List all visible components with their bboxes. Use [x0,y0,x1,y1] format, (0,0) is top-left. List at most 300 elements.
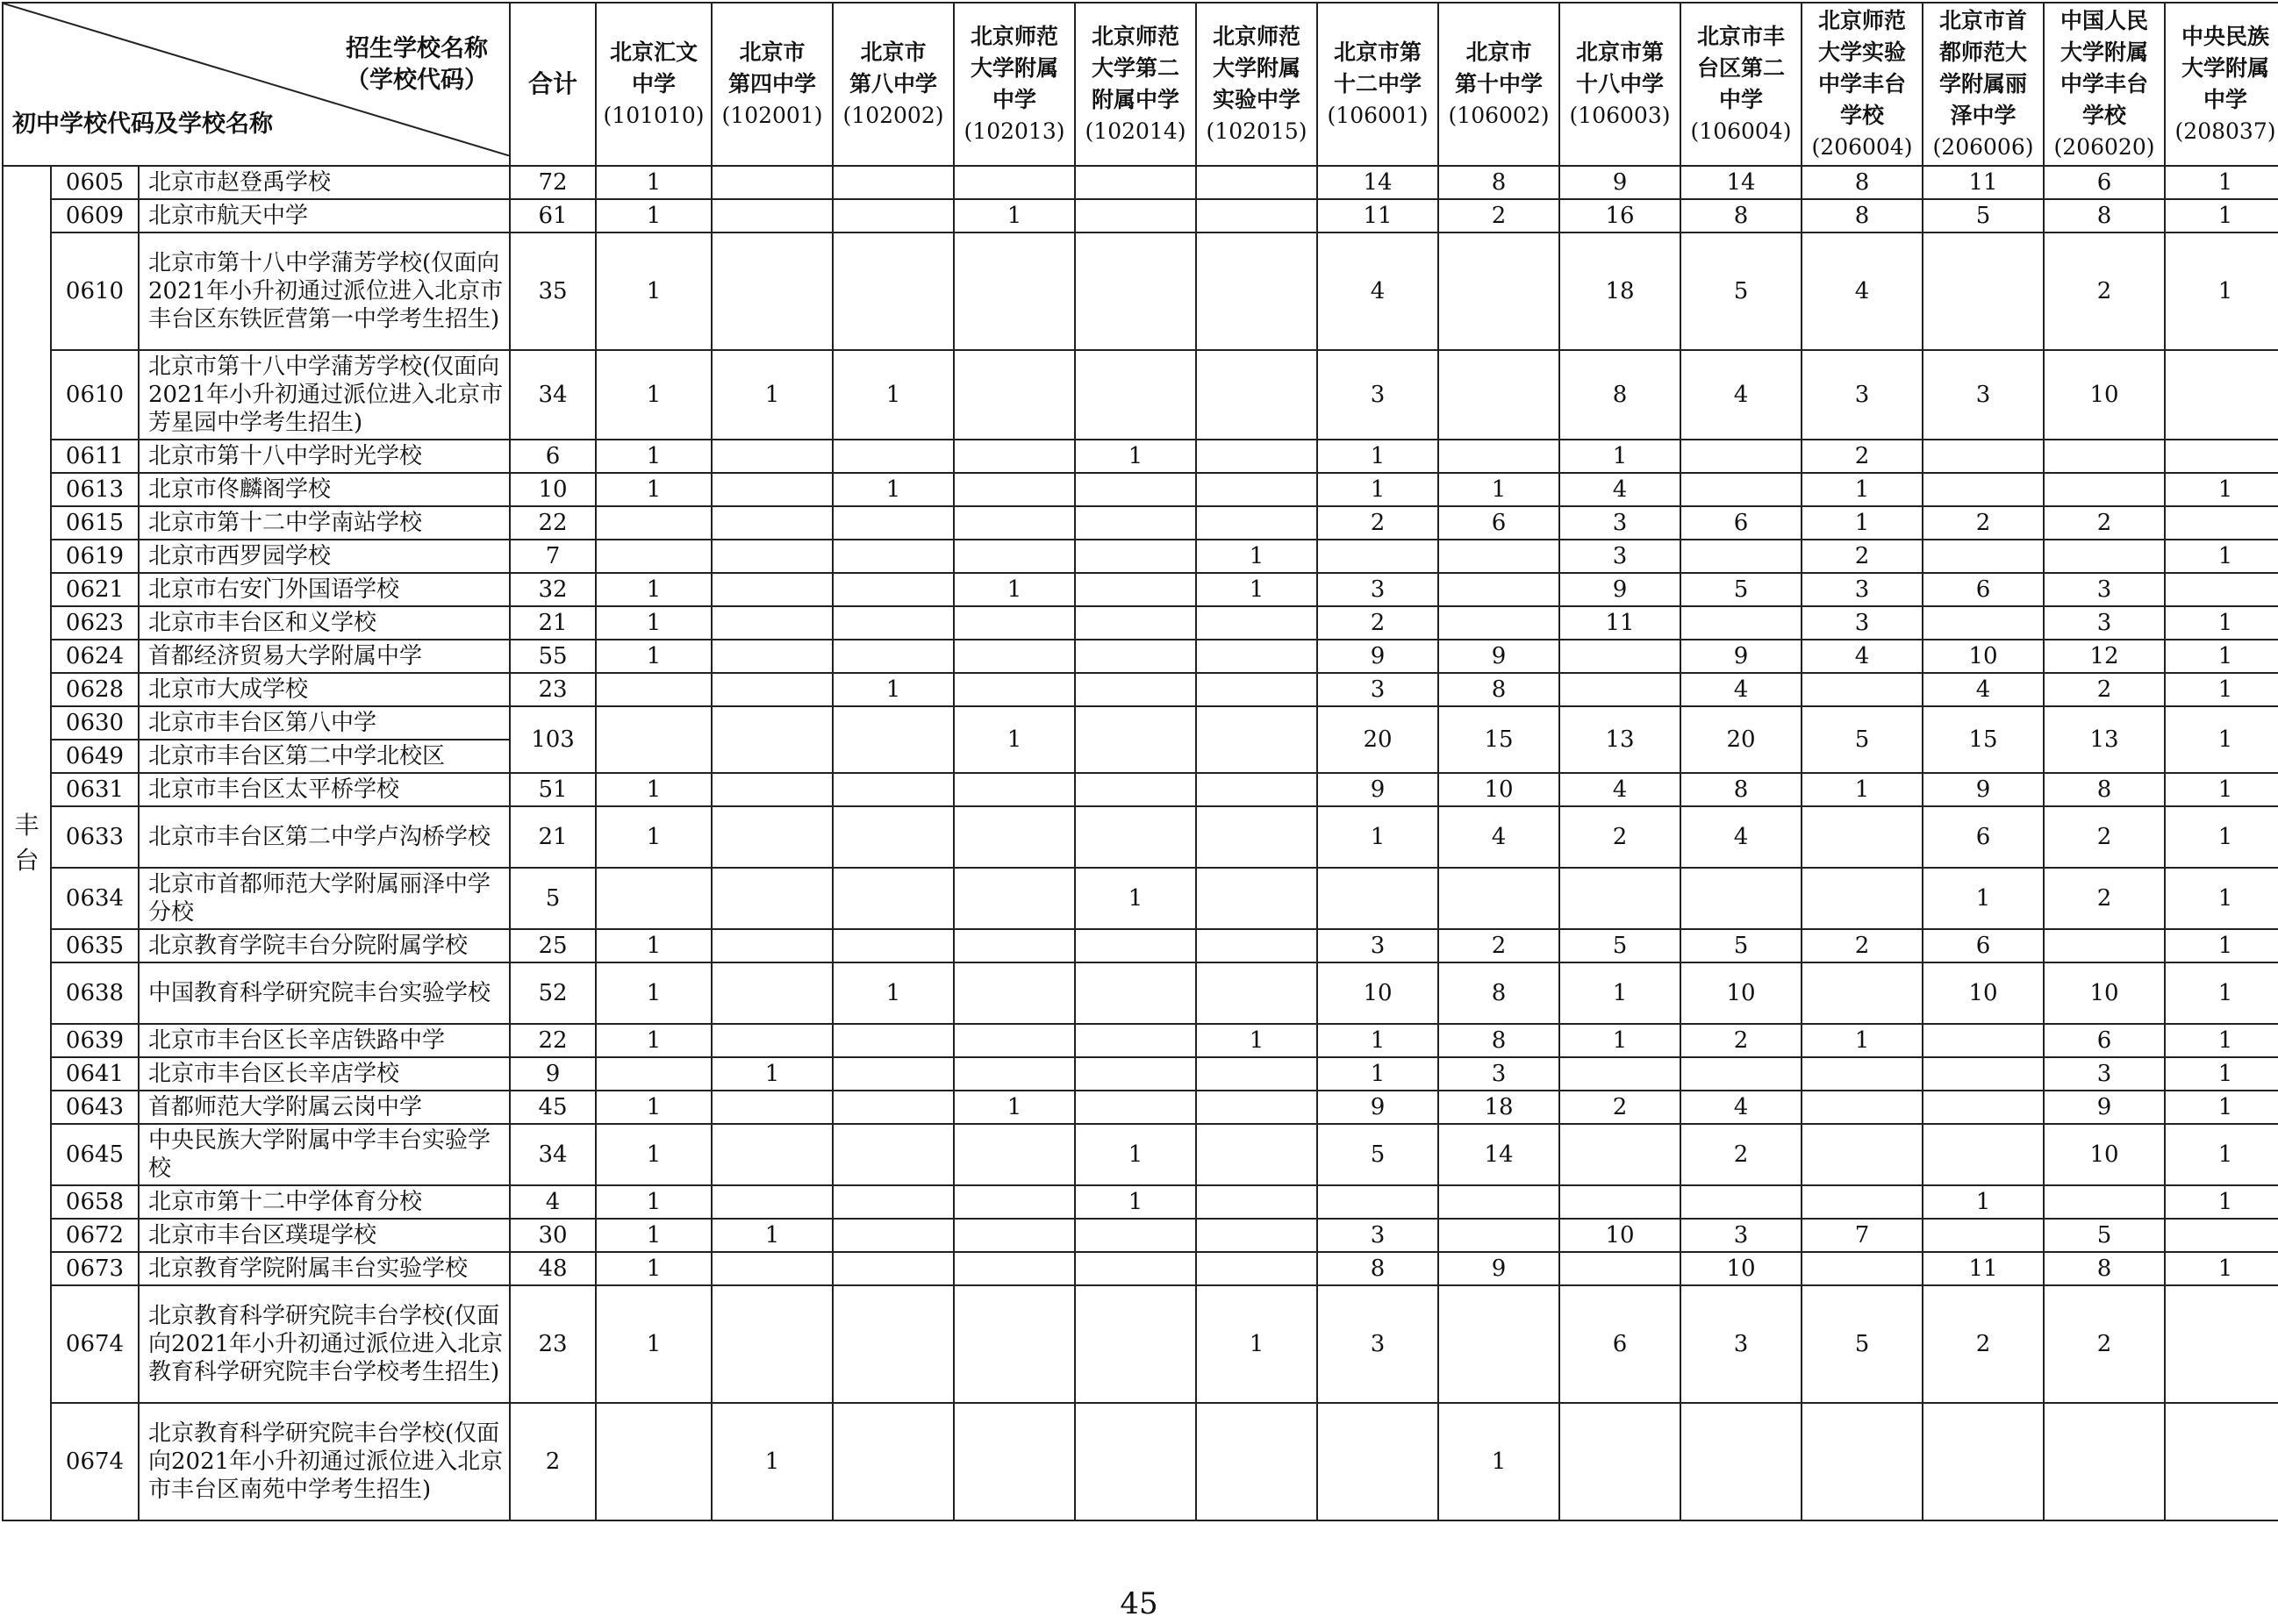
quota-cell: 6 [1923,929,2044,962]
quota-cell: 1 [1317,473,1438,506]
table-row [3,1403,2278,1520]
quota-cell: 1 [596,606,712,640]
quota-cell: 1 [833,673,954,706]
quota-cell [1196,199,1317,233]
quota-cell: 8 [2044,773,2165,806]
middle-school-name: 北京市丰台区和义学校 [139,606,510,640]
school-name-line: 中学 [1719,87,1764,112]
quota-cell [712,233,833,350]
quota-cell [1559,1403,1680,1520]
quota-cell [1802,1252,1923,1285]
quota-cell: 1 [2165,773,2278,806]
quota-cell: 2 [1438,199,1559,233]
quota-cell: 3 [1317,929,1438,962]
quota-cell: 9 [1438,640,1559,673]
quota-cell [954,1219,1075,1252]
quota-cell: 10 [1923,962,2044,1024]
corner-top-label [346,33,488,97]
quota-cell [1438,350,1559,440]
quota-cell: 1 [1317,1057,1438,1091]
quota-cell: 1 [712,350,833,440]
quota-cell [712,1124,833,1185]
quota-cell [2044,1403,2165,1520]
quota-cell [1802,868,1923,929]
quota-cell [954,962,1075,1024]
quota-cell [1680,606,1802,640]
quota-cell [954,540,1075,573]
quota-cell: 13 [1559,706,1680,773]
quota-cell: 1 [2165,640,2278,673]
quota-cell: 8 [1438,962,1559,1024]
quota-cell [2165,506,2278,540]
quota-cell: 3 [1802,350,1923,440]
quota-cell [1680,1185,1802,1219]
quota-cell: 9 [1317,773,1438,806]
quota-cell: 3 [1802,606,1923,640]
school-name-line: 中学丰台 [1818,71,1907,97]
corner-bottom-label: 初中学校代码及学校名称 [12,111,273,138]
quota-cell: 1 [2165,1057,2278,1091]
quota-cell: 3 [2044,606,2165,640]
quota-cell: 8 [2044,1252,2165,1285]
table-row [3,640,2278,673]
quota-cell: 1 [1559,962,1680,1024]
school-name-line: 中央民族 [2181,24,2270,49]
quota-cell: 8 [1438,166,1559,199]
table-row [3,606,2278,640]
quota-cell [833,806,954,868]
quota-cell: 1 [2165,706,2278,773]
quota-cell: 3 [1317,1219,1438,1252]
quota-cell [954,506,1075,540]
quota-cell [1075,640,1196,673]
school-name-line: 十八中学 [1576,71,1665,97]
quota-cell [954,868,1075,929]
quota-cell [1317,1185,1438,1219]
quota-cell: 6 [1438,506,1559,540]
quota-cell: 14 [1680,166,1802,199]
quota-cell: 2 [2044,233,2165,350]
table-row [3,199,2278,233]
quota-cell [1438,1219,1559,1252]
quota-cell: 1 [596,573,712,606]
quota-cell: 2 [1923,1285,2044,1403]
quota-cell: 4 [1680,1091,1802,1124]
quota-cell [833,440,954,473]
middle-school-name: 中国教育科学研究院丰台实验学校 [139,962,510,1024]
quota-cell [954,1124,1075,1185]
quota-cell: 6 [1923,806,2044,868]
quota-cell: 2 [2044,673,2165,706]
school-name-line: 大学第二 [1092,55,1180,81]
school-name-line: 北京师范 [971,24,1059,49]
table-row [3,962,2278,1024]
quota-cell [1680,1057,1802,1091]
quota-cell: 1 [1317,440,1438,473]
quota-cell: 1 [1802,773,1923,806]
quota-cell: 3 [1559,506,1680,540]
recruiting-school-label: 招生学校名称 [346,35,489,62]
quota-cell [1559,1057,1680,1091]
quota-cell: 1 [2165,1024,2278,1057]
school-code: (101010) [603,103,705,128]
school-code: (102002) [842,103,944,128]
quota-cell: 15 [1923,706,2044,773]
row-total: 6 [510,440,596,473]
quota-cell [1196,1091,1317,1124]
quota-cell: 10 [1680,962,1802,1024]
quota-cell [712,606,833,640]
quota-cell: 3 [2044,573,2165,606]
quota-cell [1196,440,1317,473]
quota-cell [1196,1403,1317,1520]
school-name-line: 北京市 [1465,39,1532,65]
quota-cell: 1 [1923,868,2044,929]
quota-cell [833,1185,954,1219]
quota-cell: 1 [1802,473,1923,506]
quota-cell [1559,1124,1680,1185]
quota-cell [1680,868,1802,929]
school-header [1559,3,1680,166]
quota-cell: 12 [2044,640,2165,673]
quota-cell [712,806,833,868]
school-name-line: 北京师范 [1092,24,1180,49]
quota-cell [1075,233,1196,350]
school-name-line: 中国人民 [2060,8,2149,33]
quota-cell [2165,1219,2278,1252]
middle-school-name: 北京教育科学研究院丰台学校(仅面向2021年小升初通过派位进入北京教育科学研究院丰台学校考生招生) [139,1285,510,1403]
middle-school-name: 北京市第十八中学蒲芳学校(仅面向2021年小升初通过派位进入北京市丰台区东铁匠营第一中学考生招生) [139,233,510,350]
quota-cell [1196,640,1317,673]
quota-cell [833,1124,954,1185]
quota-cell [1802,962,1923,1024]
quota-cell: 1 [596,1219,712,1252]
quota-cell [712,1185,833,1219]
quota-cell [1196,606,1317,640]
row-total: 72 [510,166,596,199]
school-header [1680,3,1802,166]
quota-cell [1923,540,2044,573]
quota-cell [1196,1219,1317,1252]
middle-school-name: 北京市首都师范大学附属丽泽中学分校 [139,868,510,929]
school-name-line: 学附属丽 [1939,71,2028,97]
quota-cell [1923,440,2044,473]
quota-cell [1923,1091,2044,1124]
middle-school-code: 0615 [51,506,139,540]
quota-cell [833,199,954,233]
quota-cell [712,440,833,473]
quota-cell: 1 [2165,806,2278,868]
school-code: (102001) [721,103,823,128]
school-name-line: 北京市 [739,39,806,65]
middle-school-name: 北京市第十八中学蒲芳学校(仅面向2021年小升初通过派位进入北京市芳星园中学考生招生) [139,350,510,440]
quota-cell [1923,1024,2044,1057]
quota-cell [1075,606,1196,640]
middle-school-name: 中央民族大学附属中学丰台实验学校 [139,1124,510,1185]
middle-school-name: 北京市赵登禹学校 [139,166,510,199]
quota-cell [833,1285,954,1403]
quota-cell [833,640,954,673]
middle-school-name: 北京市航天中学 [139,199,510,233]
middle-school-code: 0638 [51,962,139,1024]
quota-cell: 1 [2165,199,2278,233]
quota-cell [833,1219,954,1252]
school-code: (208037) [2174,118,2276,144]
table-row [3,166,2278,199]
row-total: 55 [510,640,596,673]
school-header [2044,3,2165,166]
row-total: 2 [510,1403,596,1520]
quota-cell: 4 [1559,473,1680,506]
quota-cell: 10 [2044,962,2165,1024]
row-total: 30 [510,1219,596,1252]
school-header [712,3,833,166]
quota-cell: 5 [1317,1124,1438,1185]
table-row [3,506,2278,540]
quota-cell [833,1403,954,1520]
quota-cell [954,1403,1075,1520]
quota-cell: 1 [596,640,712,673]
quota-cell: 16 [1559,199,1680,233]
quota-cell [1559,1252,1680,1285]
row-total: 9 [510,1057,596,1091]
quota-cell [833,506,954,540]
quota-cell: 4 [1680,673,1802,706]
quota-cell [1075,540,1196,573]
quota-cell: 8 [1680,773,1802,806]
middle-school-name: 北京市第十八中学时光学校 [139,440,510,473]
quota-cell [1075,473,1196,506]
quota-cell: 1 [2165,606,2278,640]
quota-cell [1559,640,1680,673]
quota-cell: 1 [2165,1185,2278,1219]
school-name-line: 北京市第 [1334,39,1422,65]
quota-cell: 1 [1438,473,1559,506]
middle-school-name: 北京市第十二中学体育分校 [139,1185,510,1219]
quota-cell [954,640,1075,673]
middle-school-code: 0610 [51,233,139,350]
quota-cell [1196,166,1317,199]
school-code: (106001) [1327,103,1429,128]
quota-cell [1075,1057,1196,1091]
quota-cell [1559,673,1680,706]
quota-cell: 3 [2044,1057,2165,1091]
middle-school-code: 0623 [51,606,139,640]
middle-school-name: 北京市大成学校 [139,673,510,706]
quota-cell: 10 [1438,773,1559,806]
quota-cell [1196,1124,1317,1185]
quota-cell: 2 [2044,506,2165,540]
middle-school-name: 北京教育学院丰台分院附属学校 [139,929,510,962]
quota-cell: 10 [2044,350,2165,440]
table-row [3,706,2278,740]
row-total: 21 [510,806,596,868]
quota-cell [833,868,954,929]
quota-cell: 1 [2165,868,2278,929]
school-header [1317,3,1438,166]
school-name-line: 中学 [632,71,677,97]
school-code: (102014) [1085,118,1186,144]
row-total: 34 [510,1124,596,1185]
quota-cell: 1 [954,573,1075,606]
school-name-line: 附属中学 [1092,87,1180,112]
quota-cell [833,606,954,640]
quota-cell: 6 [1680,506,1802,540]
quota-cell: 1 [1196,540,1317,573]
quota-cell [1680,540,1802,573]
quota-cell: 1 [712,1057,833,1091]
quota-cell [1075,806,1196,868]
school-header [1438,3,1559,166]
table-row [3,440,2278,473]
quota-cell [1196,1057,1317,1091]
row-total: 22 [510,506,596,540]
quota-cell: 4 [1802,233,1923,350]
quota-cell: 1 [2165,1252,2278,1285]
quota-cell [712,706,833,773]
quota-cell [712,506,833,540]
quota-cell: 1 [2165,540,2278,573]
quota-cell: 5 [1802,706,1923,773]
quota-cell [833,1057,954,1091]
row-total: 5 [510,868,596,929]
quota-cell: 11 [1923,166,2044,199]
quota-cell [1075,1403,1196,1520]
quota-cell: 1 [954,199,1075,233]
admissions-table [2,2,2278,1521]
quota-cell: 1 [1802,1024,1923,1057]
quota-cell: 9 [1923,773,2044,806]
row-total: 34 [510,350,596,440]
quota-cell: 18 [1438,1091,1559,1124]
quota-cell: 1 [2165,166,2278,199]
middle-school-code: 0643 [51,1091,139,1124]
row-total: 23 [510,673,596,706]
quota-cell: 1 [596,199,712,233]
school-header [1802,3,1923,166]
quota-cell [1802,1185,1923,1219]
quota-cell: 6 [1559,1285,1680,1403]
quota-cell: 9 [2044,1091,2165,1124]
row-total: 35 [510,233,596,350]
quota-cell [712,1091,833,1124]
quota-cell [2044,1185,2165,1219]
middle-school-code: 0619 [51,540,139,573]
quota-cell: 6 [2044,1024,2165,1057]
table-row [3,473,2278,506]
quota-cell: 9 [1317,640,1438,673]
middle-school-code: 0624 [51,640,139,673]
quota-cell: 1 [596,440,712,473]
quota-cell: 4 [1923,673,2044,706]
quota-cell [1196,506,1317,540]
total-header: 合计 [510,3,596,166]
middle-school-name: 北京教育科学研究院丰台学校(仅面向2021年小升初通过派位进入北京市丰台区南苑中学考生招生) [139,1403,510,1520]
row-total: 61 [510,199,596,233]
quota-cell [1438,440,1559,473]
table-row [3,673,2278,706]
quota-cell [2044,473,2165,506]
middle-school-code: 0633 [51,806,139,868]
quota-cell [1075,166,1196,199]
quota-cell [596,706,712,773]
quota-cell: 5 [1680,233,1802,350]
quota-cell [1923,1219,2044,1252]
middle-school-name: 北京市丰台区太平桥学校 [139,773,510,806]
school-code: (102013) [963,118,1065,144]
school-name-line: 第四中学 [728,71,817,97]
quota-cell [712,540,833,573]
quota-cell [1196,473,1317,506]
middle-school-name: 北京市丰台区长辛店学校 [139,1057,510,1091]
middle-school-name: 北京市丰台区第二中学北校区 [139,740,510,773]
row-total: 23 [510,1285,596,1403]
middle-school-code: 0621 [51,573,139,606]
table-row [3,350,2278,440]
quota-cell [833,929,954,962]
quota-cell [1438,868,1559,929]
middle-school-code: 0674 [51,1285,139,1403]
quota-cell: 2 [1317,506,1438,540]
quota-cell: 1 [712,1403,833,1520]
table-row [3,1124,2278,1185]
quota-cell: 1 [2165,673,2278,706]
quota-cell [1317,1403,1438,1520]
quota-cell [1075,506,1196,540]
middle-school-code: 0610 [51,350,139,440]
school-name-line: 大学附属 [1213,55,1301,81]
quota-cell [954,806,1075,868]
quota-cell [712,962,833,1024]
middle-school-code: 0635 [51,929,139,962]
row-total: 32 [510,573,596,606]
school-name-line: 北京市首 [1939,8,2028,33]
school-code: (102015) [1206,118,1307,144]
quota-cell [1559,868,1680,929]
middle-school-code: 0609 [51,199,139,233]
quota-cell: 1 [596,233,712,350]
middle-school-name: 北京教育学院附属丰台实验学校 [139,1252,510,1285]
table-row [3,1219,2278,1252]
quota-cell [1075,350,1196,440]
school-name-line: 第十中学 [1455,71,1544,97]
quota-cell [1802,1057,1923,1091]
quota-cell [1317,868,1438,929]
quota-cell: 10 [1559,1219,1680,1252]
quota-cell: 1 [833,962,954,1024]
quota-cell: 8 [1559,350,1680,440]
row-total: 7 [510,540,596,573]
quota-cell [1196,868,1317,929]
school-name-line: 实验中学 [1213,87,1301,112]
quota-cell: 9 [1559,573,1680,606]
quota-cell [596,1403,712,1520]
quota-cell [2165,440,2278,473]
school-code: (206006) [1932,134,2034,160]
quota-cell: 10 [1317,962,1438,1024]
quota-cell: 1 [2165,1091,2278,1124]
quota-cell [712,473,833,506]
quota-cell [712,573,833,606]
table-row [3,1057,2278,1091]
quota-cell: 4 [1317,233,1438,350]
quota-cell: 2 [1317,606,1438,640]
quota-cell: 1 [2165,1124,2278,1185]
quota-cell [2044,440,2165,473]
quota-cell: 6 [2044,166,2165,199]
quota-cell [596,868,712,929]
quota-cell [1075,673,1196,706]
